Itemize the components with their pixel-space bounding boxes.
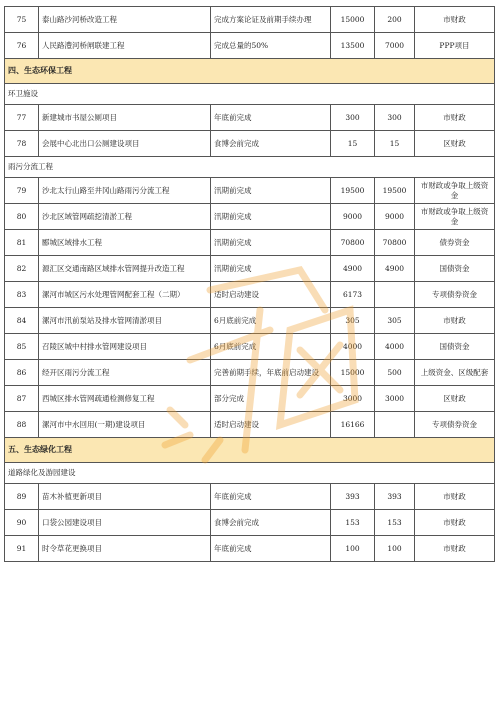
funding-source: 市财政 — [415, 308, 495, 334]
table-row — [5, 412, 495, 438]
total-investment: 6173 — [331, 282, 375, 308]
row-number: 84 — [5, 308, 39, 334]
progress-status: 完成总量的50% — [211, 33, 331, 59]
progress-status: 食博会前完成 — [211, 510, 331, 536]
total-investment: 15000 — [331, 7, 375, 33]
funding-source: 市财政 — [415, 536, 495, 562]
annual-investment: 100 — [375, 536, 415, 562]
section-header — [5, 438, 495, 463]
row-number: 88 — [5, 412, 39, 438]
progress-status: 完善前期手续，年底前启动建设 — [211, 360, 331, 386]
project-name: 漯河市汛前泵站及排水管网清淤项目 — [39, 308, 211, 334]
annual-investment: 305 — [375, 308, 415, 334]
project-name: 人民路澧河桥闸联建工程 — [39, 33, 211, 59]
table-row — [5, 7, 495, 33]
funding-source: 市财政或争取上级资金 — [415, 204, 495, 230]
annual-investment — [375, 282, 415, 308]
row-number: 82 — [5, 256, 39, 282]
table-row — [5, 360, 495, 386]
annual-investment: 19500 — [375, 178, 415, 204]
row-number: 90 — [5, 510, 39, 536]
project-name: 时令草花更换项目 — [39, 536, 211, 562]
funding-source: 区财政 — [415, 386, 495, 412]
subsection-header — [5, 463, 495, 484]
table-row — [5, 178, 495, 204]
project-name: 漯河市城区污水处理管网配套工程（二期） — [39, 282, 211, 308]
row-number: 77 — [5, 105, 39, 131]
subsection-header — [5, 84, 495, 105]
project-name: 郾城区域排水工程 — [39, 230, 211, 256]
table-row — [5, 33, 495, 59]
total-investment: 15 — [331, 131, 375, 157]
funding-source: 债券资金 — [415, 230, 495, 256]
annual-investment: 500 — [375, 360, 415, 386]
project-name: 漯河市中水回用(一期)建设项目 — [39, 412, 211, 438]
project-name: 新建城市书屋公厕项目 — [39, 105, 211, 131]
funding-source: 市财政 — [415, 510, 495, 536]
total-investment: 393 — [331, 484, 375, 510]
funding-source: 市财政或争取上级资金 — [415, 178, 495, 204]
table-row — [5, 282, 495, 308]
table-row — [5, 204, 495, 230]
subsection-title: 道路绿化及游园建设 — [5, 463, 495, 484]
funding-source: 市财政 — [415, 7, 495, 33]
project-name: 口袋公园建设项目 — [39, 510, 211, 536]
progress-status: 汛期前完成 — [211, 204, 331, 230]
project-name: 沙北区域管网疏挖清淤工程 — [39, 204, 211, 230]
progress-status: 部分完成 — [211, 386, 331, 412]
row-number: 91 — [5, 536, 39, 562]
project-name: 会展中心北出口公厕建设项目 — [39, 131, 211, 157]
table-row — [5, 484, 495, 510]
subsection-header — [5, 157, 495, 178]
section-header — [5, 59, 495, 84]
progress-status: 汛期前完成 — [211, 178, 331, 204]
project-name: 西城区排水管网疏通检测修复工程 — [39, 386, 211, 412]
project-name: 苗木补植更新项目 — [39, 484, 211, 510]
progress-status: 年底前完成 — [211, 536, 331, 562]
progress-status: 6月底前完成 — [211, 308, 331, 334]
project-table — [4, 6, 495, 562]
row-number: 79 — [5, 178, 39, 204]
annual-investment — [375, 412, 415, 438]
subsection-title: 环卫施设 — [5, 84, 495, 105]
section-title: 四、生态环保工程 — [5, 59, 495, 84]
annual-investment: 4900 — [375, 256, 415, 282]
row-number: 87 — [5, 386, 39, 412]
row-number: 75 — [5, 7, 39, 33]
funding-source: 区财政 — [415, 131, 495, 157]
annual-investment: 7000 — [375, 33, 415, 59]
progress-status: 食博会前完成 — [211, 131, 331, 157]
annual-investment: 4000 — [375, 334, 415, 360]
annual-investment: 393 — [375, 484, 415, 510]
progress-status: 汛期前完成 — [211, 230, 331, 256]
annual-investment: 153 — [375, 510, 415, 536]
total-investment: 9000 — [331, 204, 375, 230]
funding-source: PPP项目 — [415, 33, 495, 59]
table-row — [5, 536, 495, 562]
progress-status: 完成方案论证及前期手续办理 — [211, 7, 331, 33]
funding-source: 上级资金、区级配套 — [415, 360, 495, 386]
total-investment: 305 — [331, 308, 375, 334]
row-number: 83 — [5, 282, 39, 308]
total-investment: 16166 — [331, 412, 375, 438]
annual-investment: 200 — [375, 7, 415, 33]
row-number: 85 — [5, 334, 39, 360]
table-row — [5, 105, 495, 131]
funding-source: 市财政 — [415, 105, 495, 131]
annual-investment: 300 — [375, 105, 415, 131]
table-row — [5, 230, 495, 256]
progress-status: 汛期前完成 — [211, 256, 331, 282]
project-name: 沙北太行山路至井冈山路雨污分流工程 — [39, 178, 211, 204]
table-row — [5, 256, 495, 282]
row-number: 76 — [5, 33, 39, 59]
total-investment: 100 — [331, 536, 375, 562]
total-investment: 70800 — [331, 230, 375, 256]
table-row — [5, 308, 495, 334]
total-investment: 153 — [331, 510, 375, 536]
total-investment: 4000 — [331, 334, 375, 360]
row-number: 78 — [5, 131, 39, 157]
total-investment: 19500 — [331, 178, 375, 204]
funding-source: 国债资金 — [415, 256, 495, 282]
progress-status: 适时启动建设 — [211, 282, 331, 308]
progress-status: 年底前完成 — [211, 105, 331, 131]
row-number: 81 — [5, 230, 39, 256]
total-investment: 15000 — [331, 360, 375, 386]
project-name: 泰山路沙河桥改造工程 — [39, 7, 211, 33]
table-row — [5, 334, 495, 360]
annual-investment: 9000 — [375, 204, 415, 230]
project-name: 源汇区交通南路区域排水管网提升改造工程 — [39, 256, 211, 282]
progress-status: 适时启动建设 — [211, 412, 331, 438]
total-investment: 4900 — [331, 256, 375, 282]
progress-status: 6月底前完成 — [211, 334, 331, 360]
funding-source: 专项债券资金 — [415, 412, 495, 438]
funding-source: 国债资金 — [415, 334, 495, 360]
subsection-title: 雨污分流工程 — [5, 157, 495, 178]
section-title: 五、生态绿化工程 — [5, 438, 495, 463]
total-investment: 3000 — [331, 386, 375, 412]
progress-status: 年底前完成 — [211, 484, 331, 510]
annual-investment: 15 — [375, 131, 415, 157]
table-row — [5, 386, 495, 412]
annual-investment: 3000 — [375, 386, 415, 412]
project-name: 召陵区城中村排水管网建设项目 — [39, 334, 211, 360]
total-investment: 300 — [331, 105, 375, 131]
funding-source: 专项债券资金 — [415, 282, 495, 308]
table-row — [5, 510, 495, 536]
funding-source: 市财政 — [415, 484, 495, 510]
row-number: 89 — [5, 484, 39, 510]
annual-investment: 70800 — [375, 230, 415, 256]
table-row — [5, 131, 495, 157]
row-number: 86 — [5, 360, 39, 386]
row-number: 80 — [5, 204, 39, 230]
project-name: 经开区雨污分流工程 — [39, 360, 211, 386]
total-investment: 13500 — [331, 33, 375, 59]
